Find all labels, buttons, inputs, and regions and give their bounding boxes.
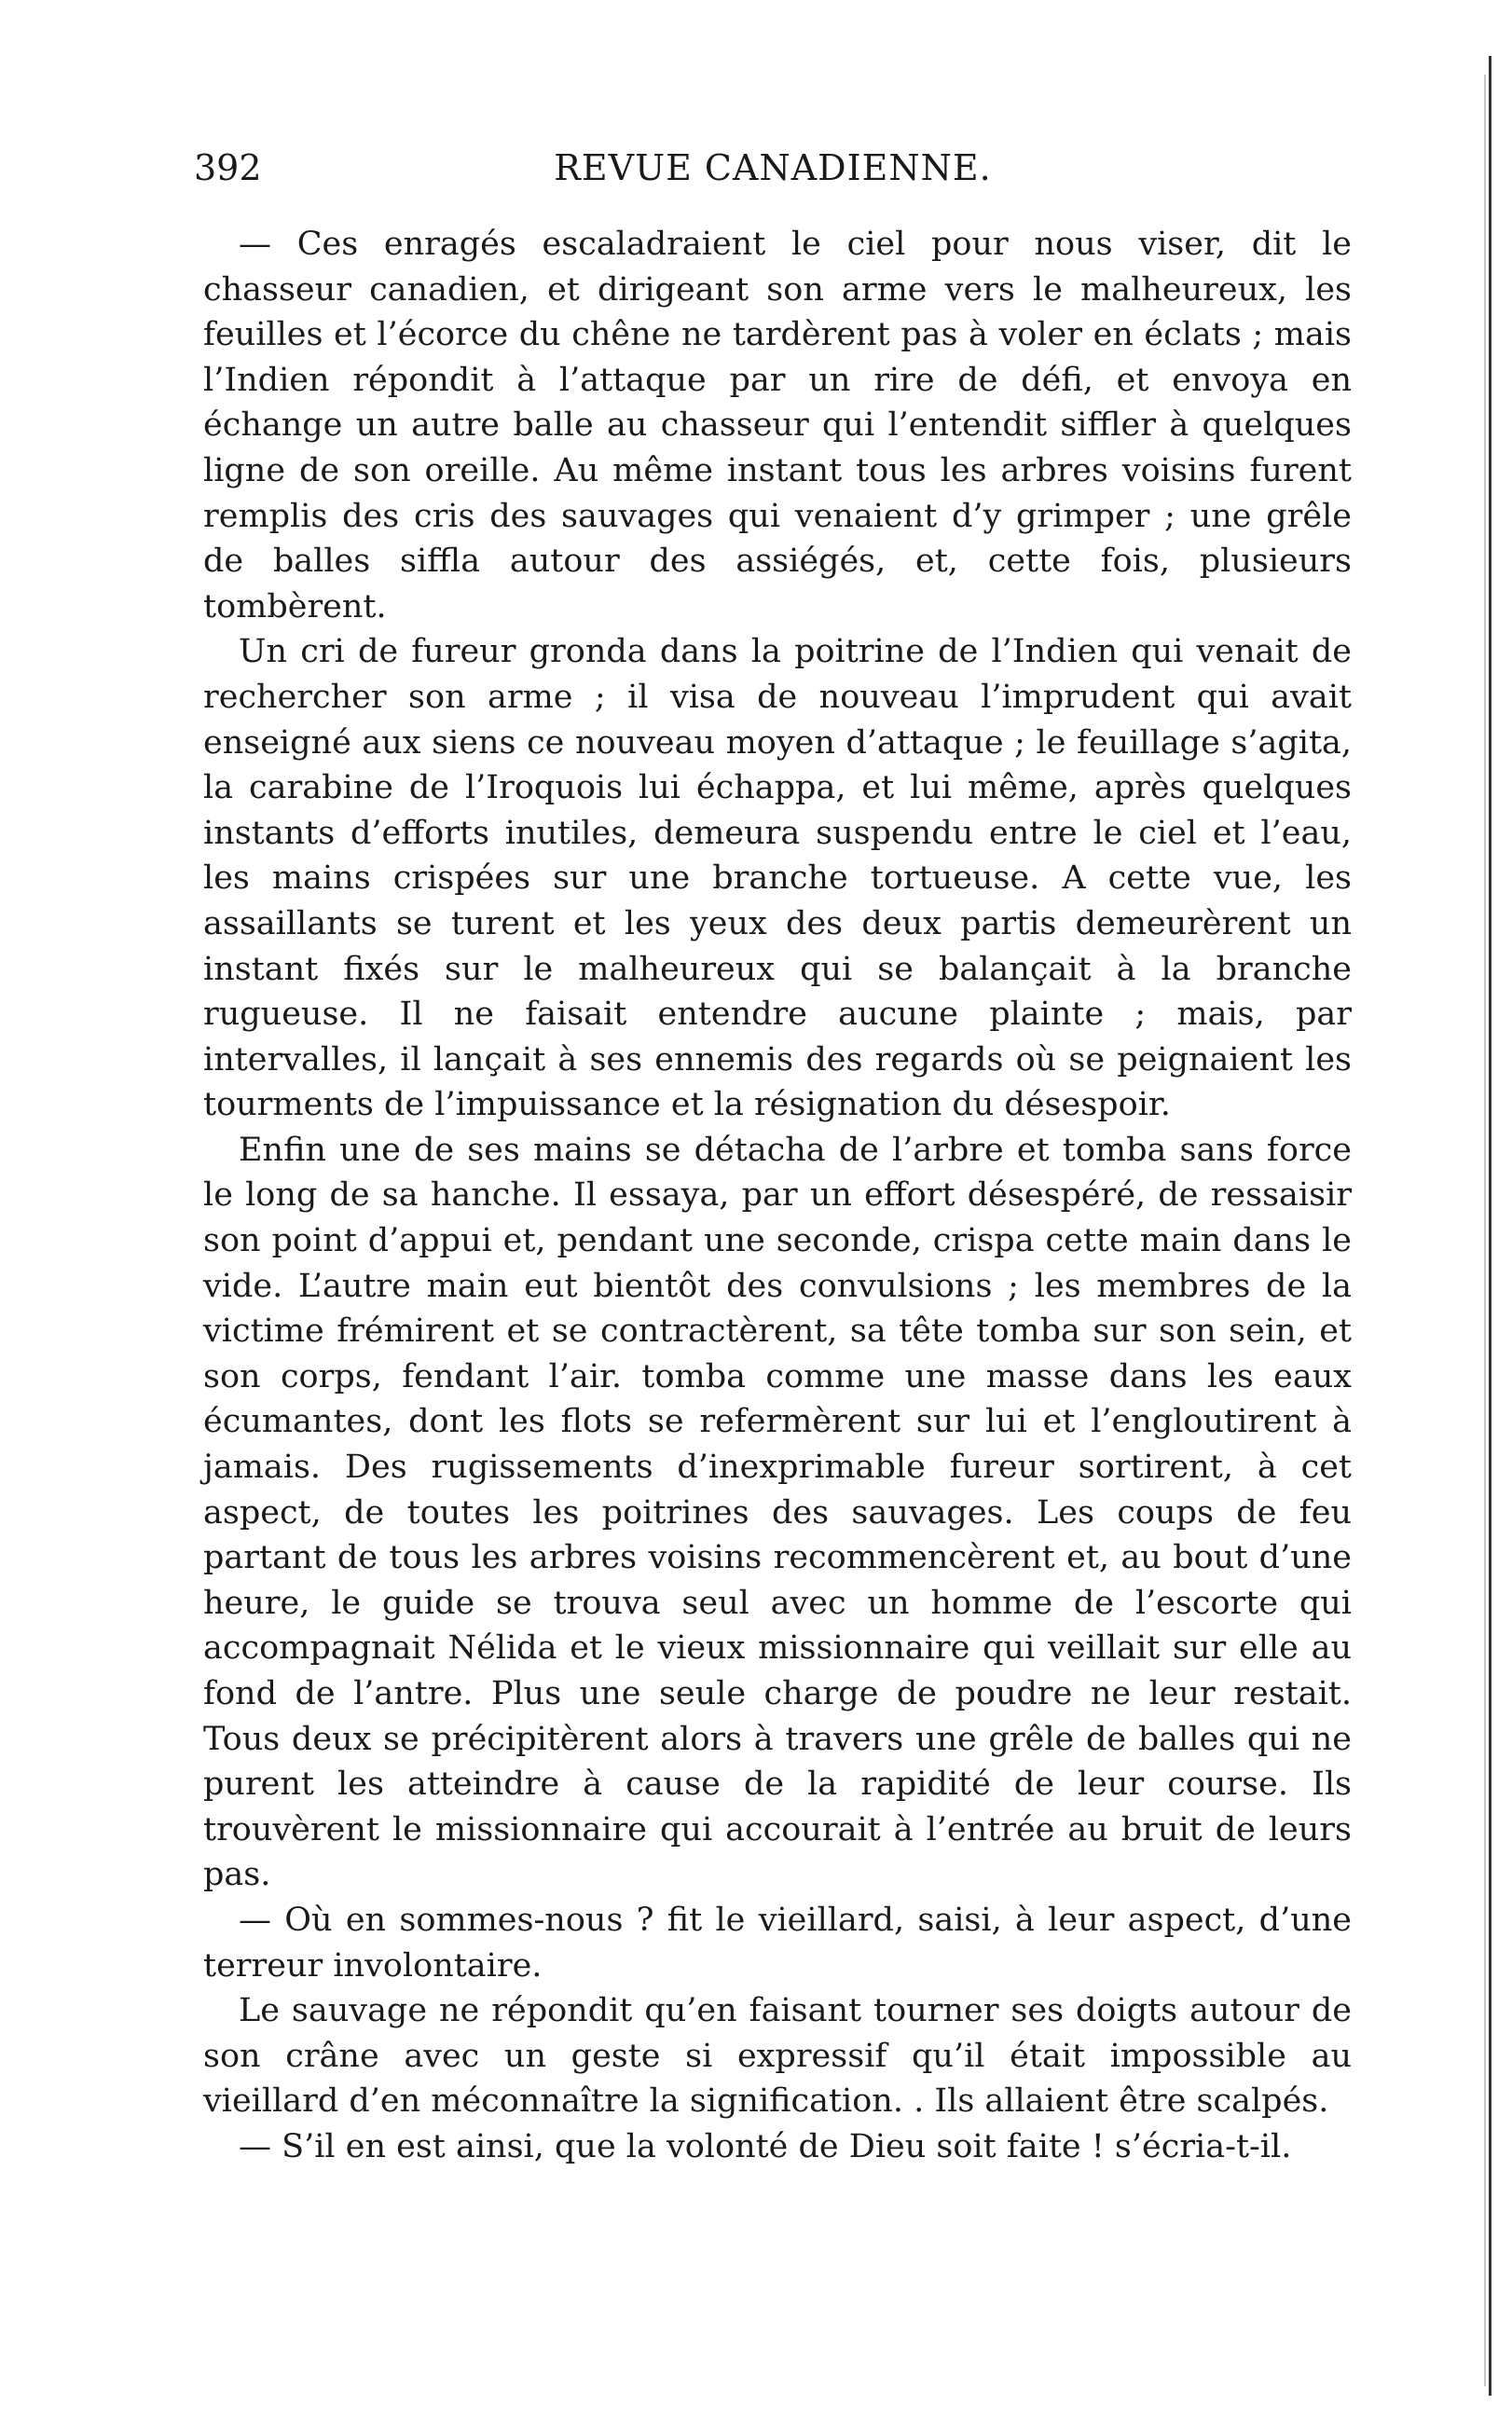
running-head xyxy=(194,142,1352,194)
paragraph: — S’il en est ainsi, que la volonté de Dieu soit faite ! s’écria-t-il. xyxy=(239,2127,1292,2165)
paragraph: Le sauvage ne répondit qu’en faisant tourner ses doigts autour de son crâne avec un geste si expressif qu’il était impossible au vieillard d’en méconnaître la signification. . Ils allaient être scalpés. xyxy=(203,1992,1352,2121)
page-edge-shadow xyxy=(1484,75,1486,2386)
page-number: 392 xyxy=(194,147,262,188)
running-title: REVUE CANADIENNE. xyxy=(554,147,992,188)
paragraph: — Ces enragés escaladraient le ciel pour nous viser, dit le chasseur canadien, et dirigeant son arme vers le malheureux, les feuilles et l’écorce du chêne ne tardèrent pas à voler en éclats ; mais l’Indien répondit à l’attaque par un rire de défi, et envoya en échange un autre balle au chasseur qui l’entendit siffler à quelques ligne de son oreille. Au même instant tous les arbres voisins furent remplis des cris des sauvages qui venaient d’y grimper ; une grêle de balles siffla autour des assiégés, et, cette fois, plusieurs tombèrent. xyxy=(203,226,1352,625)
body-text xyxy=(203,222,1352,2170)
paragraph: — Où en sommes-nous ? fit le vieillard, saisi, à leur aspect, d’une terreur involontaire. xyxy=(203,1901,1352,1985)
paragraph: Un cri de fureur gronda dans la poitrine de l’Indien qui venait de rechercher son arme ; il visa de nouveau l’imprudent qui avait enseigné aux siens ce nouveau moyen d’attaque ; le feuillage s’agita, la carabine de l’Iroquois lui échappa, et lui même, après quelques instants d’efforts inutiles, demeura suspendu entre le ciel et l’eau, les mains crispées sur une branche tortueuse. A cette vue, les assaillants se turent et les yeux des deux partis demeurèrent un instant fixés sur le malheureux qui se balançait à la branche rugueuse. Il ne faisait entendre aucune plainte ; mais, par intervalles, il lançait à ses ennemis des regards où se peignaient les tourments de l’impuissance et la résignation du désespoir. xyxy=(203,633,1352,1124)
page-edge-line xyxy=(1489,56,1491,2396)
paragraph: Enfin une de ses mains se détacha de l’arbre et tomba sans force le long de sa hanche. Il essaya, par un effort désespéré, de ressaisir son point d’appui et, pendant une seconde, crispa cette main dans le vide. L’autre main eut bientôt des convulsions ; les membres de la victime frémirent et se contractèrent, sa tête tomba sur son sein, et son corps, fendant l’air. tomba comme une masse dans les eaux écumantes, dont les flots se refermèrent sur lui et l’engloutirent à jamais. Des rugissements d’inexprimable fureur sortirent, à cet aspect, de toutes les poitrines des sauvages. Les coups de feu partant de tous les arbres voisins recommencèrent et, au bout d’une heure, le guide se trouva seul avec un homme de l’escorte qui accompagnait Nélida et le vieux missionnaire qui veillait sur elle au fond de l’antre. Plus une seule charge de poudre ne leur restait. Tous deux se précipitèrent alors à travers une grêle de balles qui ne purent les atteindre à cause de la rapidité de leur course. Ils trouvèrent le missionnaire qui accourait à l’entrée au bruit de leurs pas. xyxy=(203,1131,1352,1894)
